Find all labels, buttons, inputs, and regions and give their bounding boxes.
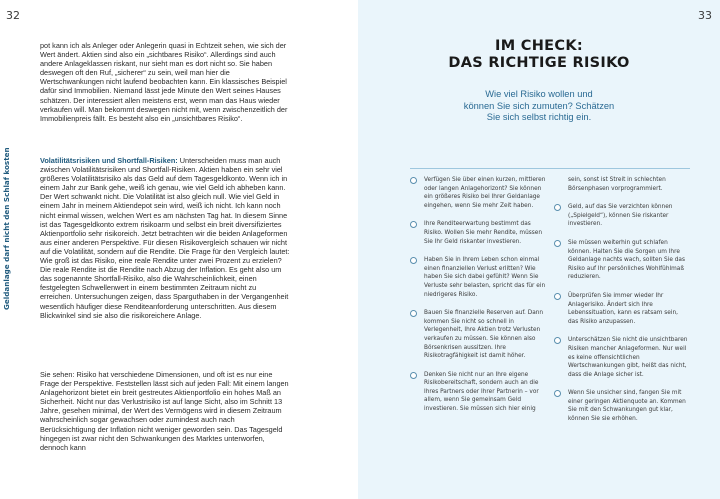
paragraph-1-text: pot kann ich als Anleger oder Anlegerin quasi in Echtzeit sehen, wie sich der Wert ändert. Aktien sind also ein „sichtbares Risiko“. Allerdings sind auch andere Anlageklassen riskant, nur sieht man es dort nicht so. Sie haben deswegen oft den Ruf, „sicherer“ zu sein, weil man hier die Wertschwankungen nicht laufend beobachten kann. Ein klassisches Beispiel dafür sind Immobilien. Niemand lässt jede Minute den Wert seines Hauses schätzen. Der interessiert allen meistens erst, wenn man das Haus wieder verkaufen will. Man bekommt deswegen nicht mit, wenn zwischenzeitlich der Immobilienpreis fällt. Es besteht also ein „unsichtbares Risiko“. <box>40 41 288 123</box>
check-intro-line-1: Wie viel Risiko wollen und <box>485 89 593 99</box>
checklist-column-1 <box>410 176 546 424</box>
checklist-item-text: Wenn Sie unsicher sind, fangen Sie mit einer geringen Aktienquote an. Kommen Sie mit den Schwankungen gut klar, können Sie sie erhöhen. <box>568 390 686 423</box>
circle-bullet-icon <box>410 177 417 184</box>
checklist-item-text: Bauen Sie finanzielle Reserven auf. Dann kommen Sie nicht so schnell in Verlegenheit, Ihre Aktien trotz Verlusten verkaufen zu müssen. Sie können also Börsenkrisen aussitzen. Ihre Risikotragfähigkeit ist damit höher. <box>424 310 544 360</box>
paragraph-2 <box>40 156 290 320</box>
circle-bullet-icon <box>554 240 561 247</box>
checklist-item-text: Verfügen Sie über einen kurzen, mittleren oder langen Anlagehorizont? Sie können ein größeres Risiko bei Ihrer Geldanlage eingehen, wenn Sie mehr Zeit haben. <box>424 177 546 209</box>
check-title-line-2: DAS RICHTIGE RISIKO <box>448 55 630 71</box>
checklist-item <box>410 256 546 299</box>
checklist-item-text: Sie müssen weiterhin gut schlafen können. Halten Sie die Sorgen um Ihre Geldanlage nachts wach, sollten Sie das Risiko auf Ihr persönliches Wohlfühlmaß reduzieren. <box>568 239 685 281</box>
side-label-text: Geldanlage darf nicht den Schlaf kosten <box>2 147 11 310</box>
checklist-item-text: Geld, auf das Sie verzichten können („Spielgeld“), können Sie riskanter investieren. <box>568 204 673 228</box>
checklist-item-text: sein, sonst ist Streit in schlechten Börsenphasen vorprogrammiert. <box>568 177 666 192</box>
circle-bullet-icon <box>410 310 417 317</box>
page-number-left: 32 <box>6 9 20 22</box>
circle-bullet-icon <box>410 372 417 379</box>
check-intro-line-3: Sie sich selbst richtig ein. <box>486 112 592 123</box>
circle-bullet-icon <box>554 337 561 344</box>
check-intro-line-2: können Sie sich zumuten? Schätzen <box>463 100 615 111</box>
circle-bullet-icon <box>410 221 417 228</box>
checklist-item <box>410 176 546 210</box>
circle-bullet-icon <box>554 293 561 300</box>
paragraph-3 <box>40 370 290 452</box>
left-page <box>0 0 358 499</box>
checklist-item <box>554 389 690 423</box>
checklist-item <box>410 309 546 361</box>
checklist-item <box>554 336 690 379</box>
paragraph-3-text: Sie sehen: Risiko hat verschiedene Dimensionen, und oft ist es nur eine Frage der Perspektive. Feststellen lässt sich auf jeden Fall: Mit einem langen Anlagehorizont bietet ein breit gestreutes Aktienportfolio ein hohes Maß an Sicherheit. Nicht nur das Verlustrisiko ist auf lange Sicht, also im Schnitt 13 Jahre, gesehen minimal, der Wert des Vermögens wird in diesem Zeitraum wahrscheinlich sogar gewachsen oder zumindest auch nach Berücksichtigung der Inflation nicht weniger geworden sein. Das Tagesgeld hingegen ist zwar nicht den Schwankungen des Marktes unterworfen, dennoch kann <box>40 370 289 452</box>
checklist-item <box>554 203 690 229</box>
checklist-item <box>554 239 690 282</box>
checklist-item <box>410 220 546 246</box>
circle-bullet-icon <box>554 204 561 211</box>
paragraph-1 <box>40 41 290 123</box>
checklist-item-text: Haben Sie in Ihrem Leben schon einmal einen finanziellen Verlust erlitten? Wie haben Sie sich dabei gefühlt? Wenn Sie Verluste sehr belasten, spricht das für ein niedrigeres Risiko. <box>424 257 546 298</box>
checklist-column-2 <box>554 176 690 434</box>
checklist-item-text: Denken Sie nicht nur an Ihre eigene Risikobereitschaft, sondern auch an die Ihres Partners oder Ihrer Partnerin – vor allem, wenn Sie gemeinsam Geld investieren. Sie müssen sich hier einig <box>424 371 539 413</box>
paragraph-2-text: Unterscheiden muss man auch zwischen Volatilitätsrisiken und Shortfall-Risiken. Aktien haben ein sehr viel größeres Volatilitätsrisiko als das Geld auf dem Tagesgeldkonto. Wenn ich in einem Jahr zur Bank gehe, weiß ich genau, wie viel Geld ich abheben kann. Der Wert schwankt nicht. Die Volatilität ist also gleich null. Wie viel Geld in einem Jahr in meinem Aktiendepot sein wird, weiß ich nicht. Ich kann noch nicht einmal wissen, welchen Wert es am nächsten Tag hat. In diesem Sinne ist das Tagesgeldkonto extrem risikoarm und selbst ein breit diversifiziertes Aktienportfolio sehr risikoreich. Jetzt betrachten wir die beiden Anlageformen aus einer anderen Perspektive. Für diesen Risikovergleich schauen wir nicht auf die Volatilität, sondern auf die Rendite. Die Frage für den Vergleich lautet: Wie groß ist das Risiko, eine reale Rendite unter zwei Prozent zu erzielen? Die reale Rendite ist die Rendite nach Abzug der Inflation. Es geht also um das sogenannte Shortfall-Risiko, also die Wahrscheinlichkeit, einen festgelegten Schwellenwert in einem bestimmten Zeitraum nicht zu erreichen. Untersuchungen zeigen, dass Sparguthaben in der Vergangenheit wesentlich häufiger diese Renditeanforderung unterschritten. Aus diesem Blickwinkel sind sie also die risikoreichere Anlage. <box>40 156 290 320</box>
checklist-item-text: Ihre Renditeerwartung bestimmt das Risiko. Wollen Sie mehr Rendite, müssen Sie Ihr Geld riskanter investieren. <box>424 221 543 245</box>
checklist-item-continued <box>554 176 690 193</box>
checklist-item <box>410 371 546 414</box>
circle-bullet-icon <box>554 390 561 397</box>
page-number-right: 33 <box>698 9 712 22</box>
divider-rule <box>410 168 690 169</box>
checklist-item-text: Unterschätzen Sie nicht die unsichtbaren Risiken mancher Anlageformen. Nur weil es keine offensichtlichen Wertschwankungen gibt, heißt das nicht, dass die Anlage sicher ist. <box>568 337 688 378</box>
checklist-item-text: Überprüfen Sie immer wieder Ihr Anlagerisiko. Ändert sich Ihre Lebenssituation, kann es ratsam sein, das Risiko anzupassen. <box>568 292 678 325</box>
check-title-line-1: IM CHECK: <box>495 38 583 54</box>
check-intro <box>358 89 720 124</box>
circle-bullet-icon <box>410 257 417 264</box>
side-label <box>2 147 16 310</box>
checklist-item <box>554 292 690 326</box>
paragraph-2-lead: Volatilitätsrisiken und Shortfall-Risiken: <box>40 156 178 165</box>
check-title <box>358 38 720 72</box>
